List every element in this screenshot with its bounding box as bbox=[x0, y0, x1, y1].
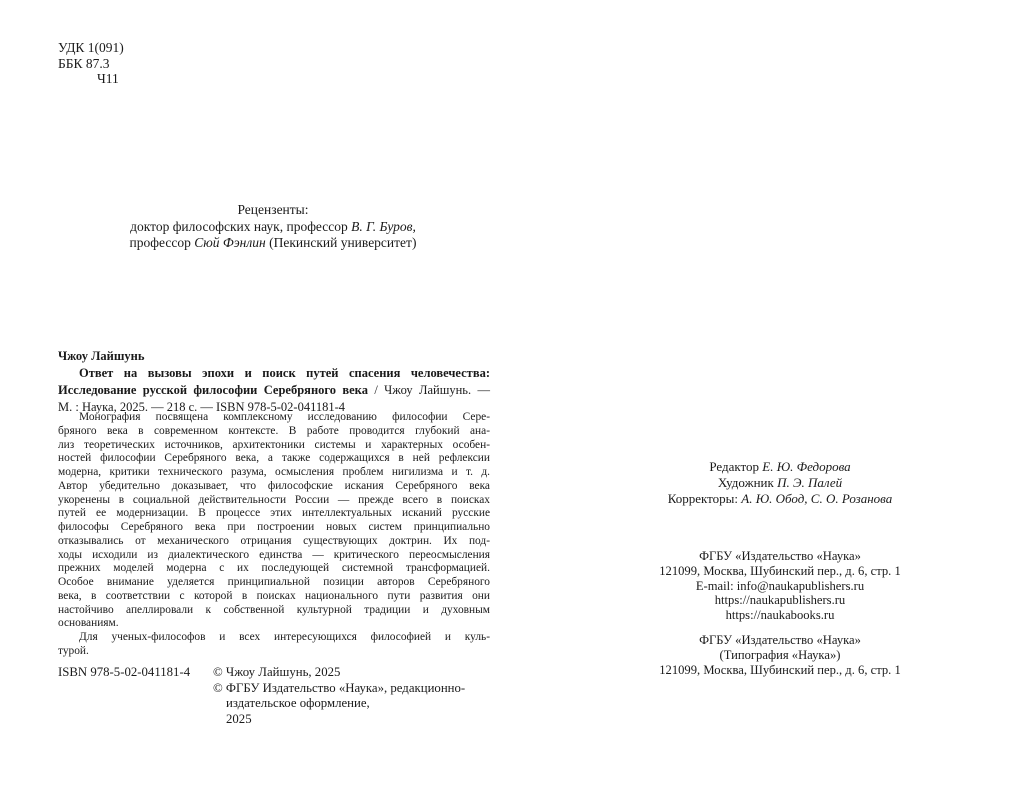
annotation-line: философы Серебряного века при построении новых систем принципиально bbox=[58, 521, 490, 533]
reviewer-line-2 bbox=[58, 235, 488, 252]
annotation-line: века, в соответствии с которой в поисках национального пути развития они bbox=[58, 589, 490, 602]
isbn-number: ISBN 978-5-02-041181-4 bbox=[58, 665, 191, 679]
annotation-line: настойчиво апеллировали к собственной культурной традиции и духовным bbox=[58, 603, 490, 616]
annotation-line: путей ее модернизации. В процессе этих интеллектуальных исканий русские bbox=[58, 507, 490, 520]
publisher-website-2: https://naukabooks.ru bbox=[725, 608, 835, 623]
reviewers-block bbox=[58, 202, 488, 252]
annotation-line: укоренены в социальной действительности России — прежде всего в поисках bbox=[58, 493, 490, 506]
proofreaders-line bbox=[618, 491, 942, 507]
editor-line bbox=[618, 459, 942, 475]
copyright-author-line: © Чжоу Лайшунь, 2025 bbox=[213, 665, 341, 679]
book-author: Чжоу Лайшунь bbox=[58, 349, 145, 363]
annotation-line: основаниям. bbox=[58, 617, 119, 630]
annotation-line: Для ученых-философов и всех интересующихся философией и куль- bbox=[79, 631, 490, 643]
proofreaders-label: Корректоры: bbox=[667, 490, 742, 506]
book-subtitle: Исследование русской философии Серебряного века bbox=[58, 383, 368, 397]
printing-house-name: ФГБУ «Издательство «Наука» bbox=[699, 633, 861, 647]
copyright-year: 2025 bbox=[226, 711, 252, 726]
printing-house-address: 121099, Москва, Шубинский пер., д. 6, стр. 1 bbox=[659, 662, 901, 677]
reviewer1-name: В. Г. Буров, bbox=[351, 218, 416, 234]
annotation-line: бряного века в современном контексте. В работе проводится глубокий ана- bbox=[58, 424, 490, 437]
reviewer-line-1 bbox=[58, 219, 488, 236]
annotation-line: ностей философии Серебряного века, а также содержащихся в ней рефлексии bbox=[58, 452, 490, 465]
reviewer2-affiliation: (Пекинский университет) bbox=[265, 235, 417, 250]
annotation-line: Особое внимание уделяется принципиальной позиции авторов Серебряного bbox=[58, 576, 490, 588]
annotation-line: отказывались от механического отрицания существующих доктрин. Их под- bbox=[58, 534, 490, 547]
bbk-code: ББК 87.3 bbox=[58, 55, 110, 71]
artist-label: Художник bbox=[717, 474, 778, 490]
artist-name: П. Э. Палей bbox=[777, 474, 843, 490]
catalog-codes-block bbox=[58, 40, 124, 87]
annotation-line: Автор убедительно доказывает, что философские искания Серебряного века bbox=[58, 479, 490, 492]
publisher-website-1: https://naukapublishers.ru bbox=[714, 593, 846, 608]
bibliographic-entry bbox=[58, 348, 490, 416]
colophon-credits bbox=[618, 459, 942, 506]
imprint-line: М. : Наука, 2025. — 218 с. — ISBN 978-5-02-041181-4 bbox=[58, 400, 346, 414]
copyright-publisher-line-cont: издательское оформление, bbox=[226, 696, 370, 710]
publisher-name: ФГБУ «Издательство «Наука» bbox=[699, 549, 861, 563]
publisher-block bbox=[618, 549, 942, 623]
annotation-line: лиз теоретических источников, архитектоники системы и характерных особен- bbox=[58, 438, 490, 451]
reviewer1-title: доктор философских наук, профессор bbox=[130, 218, 352, 234]
annotation-line: Монография посвящена комплексному исследованию философии Сере- bbox=[79, 411, 490, 423]
udk-code: УДК 1(091) bbox=[58, 40, 124, 55]
copyright-block bbox=[58, 665, 498, 727]
annotation-line: турой. bbox=[58, 644, 89, 657]
copyright-publisher-line: © ФГБУ Издательство «Наука», редакционно- bbox=[213, 680, 466, 695]
copyright-lines bbox=[213, 665, 498, 727]
book-title-line-2 bbox=[58, 382, 490, 399]
reviewer2-name: Сюй Фэнлин bbox=[194, 235, 266, 250]
editor-name: Е. Ю. Федорова bbox=[762, 459, 851, 474]
printing-house-subname: (Типография «Наука») bbox=[719, 647, 841, 662]
printing-house-block bbox=[618, 633, 942, 677]
author-sign-code: Ч11 bbox=[97, 71, 119, 86]
proofreaders-names: А. Ю. Обод, С. О. Розанова bbox=[741, 490, 893, 506]
artist-line bbox=[618, 475, 942, 491]
annotation-line: ходы исходили из диалектического единства — критического переосмысления bbox=[58, 548, 490, 561]
publisher-email: E-mail: info@naukapublishers.ru bbox=[695, 578, 865, 593]
book-statement-of-responsibility: / Чжоу Лайшунь. — bbox=[367, 383, 490, 397]
annotation-line: модерна, критики технического разума, осмысления проблем нигилизма и т. д. bbox=[58, 466, 490, 478]
book-title-line-1: Ответ на вызовы эпохи и поиск путей спасения человечества: bbox=[79, 366, 490, 380]
reviewer2-title: профессор bbox=[129, 235, 195, 250]
annotation-block bbox=[58, 411, 490, 659]
publisher-address: 121099, Москва, Шубинский пер., д. 6, стр. 1 bbox=[659, 563, 901, 578]
editor-label: Редактор bbox=[709, 459, 763, 474]
annotation-line: прежних моделей модерна с их последующей системной трансформацией. bbox=[58, 562, 490, 575]
reviewers-heading: Рецензенты: bbox=[237, 202, 309, 217]
